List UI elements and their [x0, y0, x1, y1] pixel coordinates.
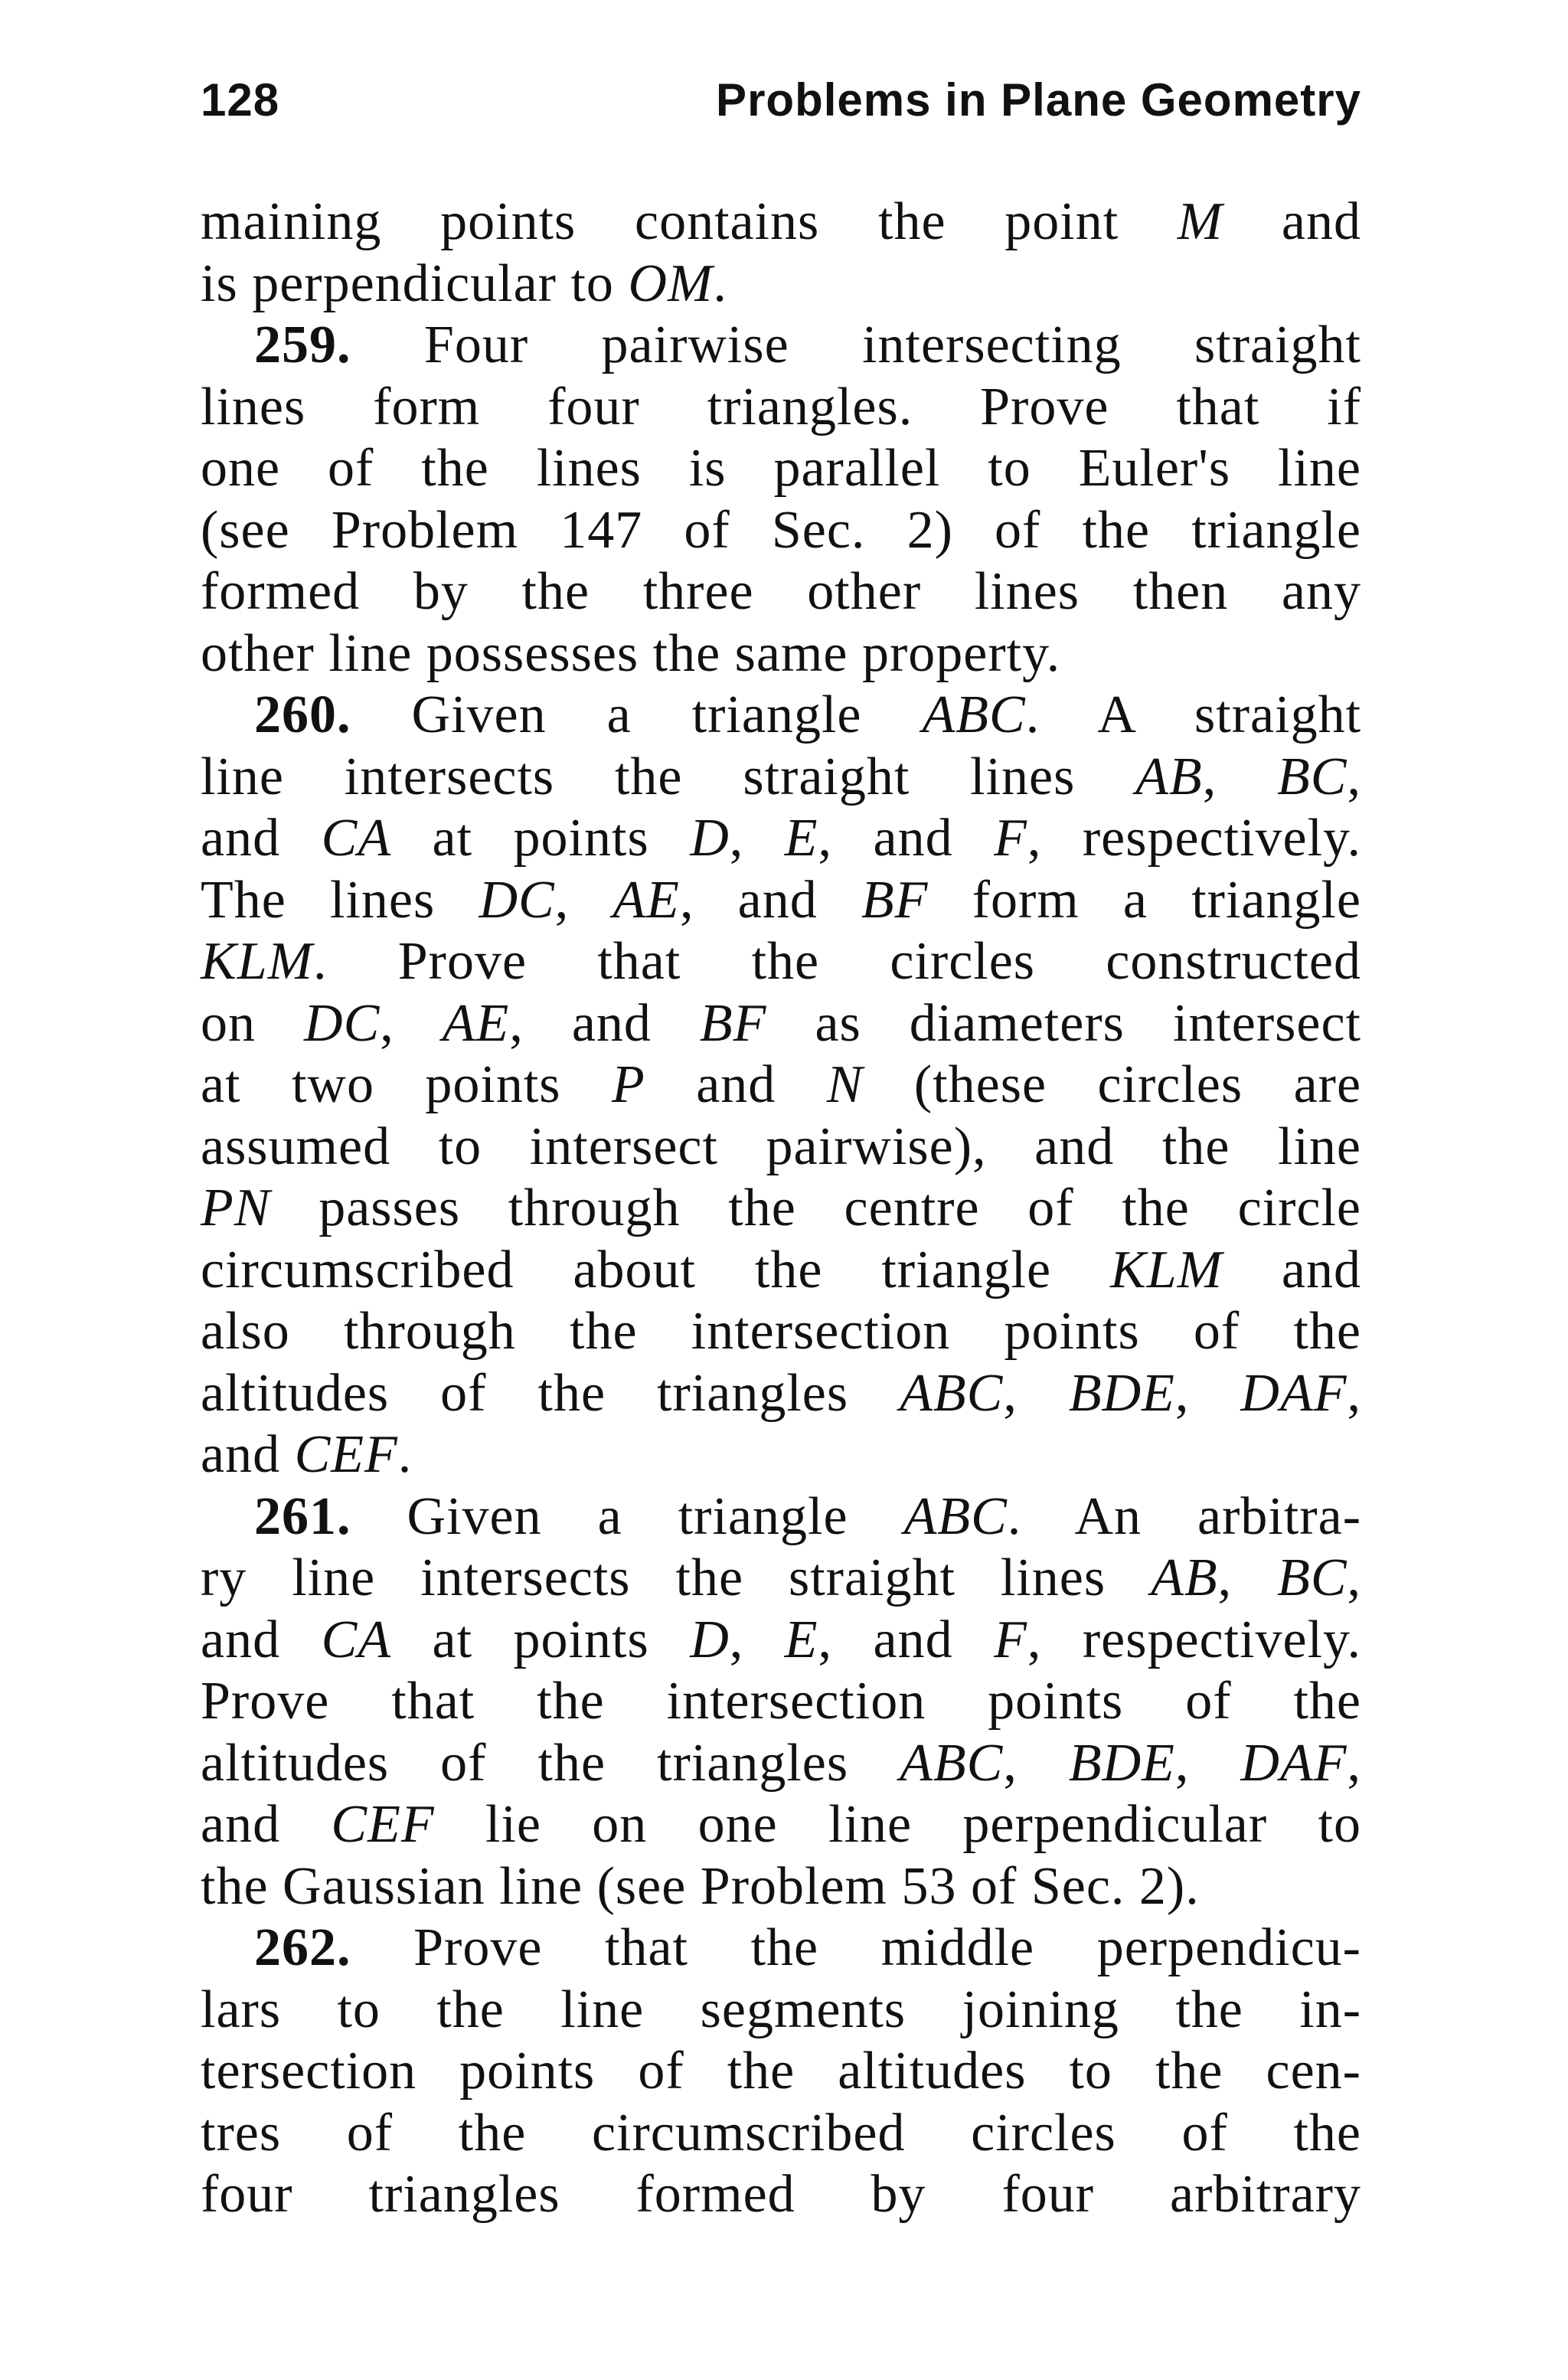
text-line: and CA at points D, E, and F, respectively. [201, 809, 1361, 868]
text-line: on DC, AE, and BF as diameters intersect [201, 993, 1361, 1053]
text-line: lines form four triangles. Prove that if [201, 377, 1361, 436]
text-line: and CA at points D, E, and F, respectively. [201, 1610, 1361, 1669]
running-title: Problems in Plane Geometry [716, 74, 1361, 126]
text-line: circumscribed about the triangle KLM and [201, 1240, 1361, 1300]
text-line: 262. Prove that the middle perpendicu- [254, 1918, 1361, 1977]
text-line: KLM. Prove that the circles constructed [201, 932, 1361, 991]
text-line: other line possesses the same property. [201, 623, 1061, 683]
text-line: (see Problem 147 of Sec. 2) of the triangle [201, 500, 1361, 560]
text-line: 260. Given a triangle ABC. A straight [254, 685, 1362, 744]
text-line: four triangles formed by four arbitrary [201, 2165, 1361, 2224]
text-line: PN passes through the centre of the circle [201, 1179, 1361, 1237]
text-line: maining points contains the point M and [201, 192, 1361, 251]
text-line: also through the intersection points of the [201, 1302, 1361, 1361]
page-number: 128 [201, 74, 280, 126]
text-line: altitudes of the triangles ABC, BDE, DAF, [201, 1733, 1361, 1793]
text-line: at two points P and N (these circles are [201, 1055, 1362, 1114]
text-line: Prove that the intersection points of the [201, 1672, 1361, 1731]
text-line: and CEF lie on one line perpendicular to [201, 1795, 1361, 1854]
text-line: ry line intersects the straight lines AB, BC, [201, 1548, 1362, 1607]
text-line: 259. Four pairwise intersecting straight [254, 315, 1361, 374]
text-line: tersection points of the altitudes to the cen- [201, 2042, 1361, 2100]
text-line: line intersects the straight lines AB, BC, [201, 747, 1361, 806]
text-line: one of the lines is parallel to Euler's line [201, 439, 1361, 498]
problem-number: 262. [254, 1918, 351, 1977]
text-line: The lines DC, AE, and BF form a triangle [201, 870, 1361, 930]
running-head [201, 74, 1361, 135]
text-line: lars to the line segments joining the in- [201, 1980, 1361, 2039]
text-line: the Gaussian line (see Problem 53 of Sec. 2). [201, 1856, 1200, 1916]
text-line: and CEF. [201, 1425, 413, 1484]
text-line: formed by the three other lines then any [201, 562, 1361, 621]
problem-number: 259. [254, 315, 351, 374]
text-line: is perpendicular to OM. [201, 253, 727, 313]
text-line: altitudes of the triangles ABC, BDE, DAF, [201, 1363, 1361, 1423]
body-text [201, 191, 1361, 2226]
text-line: tres of the circumscribed circles of the [201, 2103, 1361, 2163]
problem-number: 261. [254, 1486, 351, 1546]
text-line: 261. Given a triangle ABC. An arbitra- [254, 1486, 1361, 1546]
problem-number: 260. [254, 685, 351, 744]
text-line: assumed to intersect pairwise), and the line [201, 1116, 1361, 1176]
